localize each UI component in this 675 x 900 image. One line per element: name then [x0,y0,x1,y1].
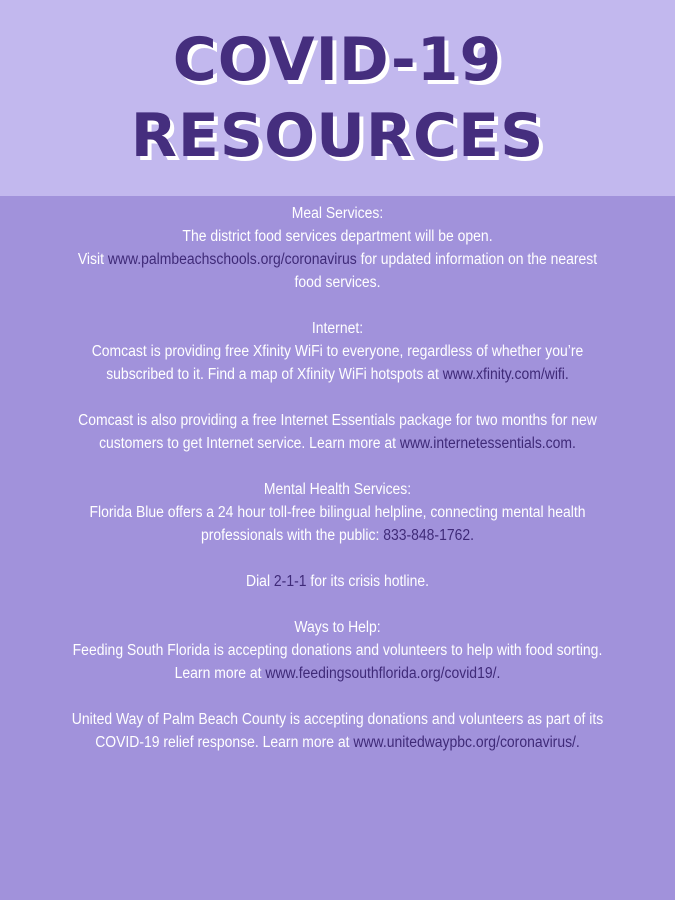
text-fragment: for its crisis hotline. [306,573,429,590]
page-title-line-2: RESOURCES [130,101,545,171]
ways-to-help-heading: Ways to Help: [294,619,381,636]
mental-health-heading: Mental Health Services: [263,481,412,498]
ways-to-help-text: Feeding South Florida is accepting donations and volunteers to help with food sorting. [72,642,603,659]
xfinity-wifi-link[interactable]: www.xfinity.com/wifi. [442,366,569,383]
spacer [0,547,675,570]
crisis-hotline-text [34,570,642,593]
internet-section [0,317,675,455]
united-way-link[interactable]: www.unitedwaypbc.org/coronavirus/. [353,734,580,751]
text-fragment: Dial [246,573,274,590]
crisis-hotline-number[interactable]: 2-1-1 [273,573,307,590]
internet-heading: Internet: [311,320,364,337]
spacer [0,593,675,616]
page-title-line-1: COVID-19 [172,25,503,95]
palmbeachschools-link[interactable]: www.palmbeachschools.org/coronavirus [107,251,357,268]
title-banner [0,0,675,196]
text-fragment: COVID-19 relief response. Learn more at [95,734,354,751]
internet-text: Comcast is providing free Xfinity WiFi to everyone, regardless of whether you’re [91,343,584,360]
text-fragment: Visit [77,251,108,268]
helpline-phone-link[interactable]: 833-848-1762. [383,527,474,544]
meal-services-section [0,202,675,294]
resource-list [0,196,675,754]
spacer [0,386,675,409]
internet-text [34,432,642,455]
mental-health-text [34,524,642,547]
ways-to-help-text: United Way of Palm Beach County is accepting donations and volunteers as part of its [71,711,604,728]
text-fragment: Learn more at [174,665,266,682]
meal-services-heading: Meal Services: [291,205,384,222]
internet-text: Comcast is also providing a free Internet Essentials package for two months for new [78,412,597,429]
meal-services-text [34,248,642,271]
meal-services-text: food services. [294,274,381,291]
text-fragment: subscribed to it. Find a map of Xfinity WiFi hotspots at [106,366,443,383]
spacer [0,455,675,478]
ways-to-help-section [0,616,675,754]
meal-services-text: The district food services department will be open. [182,228,493,245]
mental-health-text: Florida Blue offers a 24 hour toll-free bilingual helpline, connecting mental health [89,504,586,521]
ways-to-help-text [34,662,642,685]
mental-health-section [0,478,675,593]
spacer [0,685,675,708]
text-fragment: customers to get Internet service. Learn more at [99,435,400,452]
text-fragment: for updated information on the nearest [356,251,598,268]
feeding-south-florida-link[interactable]: www.feedingsouthflorida.org/covid19/. [265,665,501,682]
internet-essentials-link[interactable]: www.internetessentials.com. [399,435,576,452]
ways-to-help-text [34,731,642,754]
spacer [0,294,675,317]
internet-text [34,363,642,386]
text-fragment: professionals with the public: [201,527,384,544]
